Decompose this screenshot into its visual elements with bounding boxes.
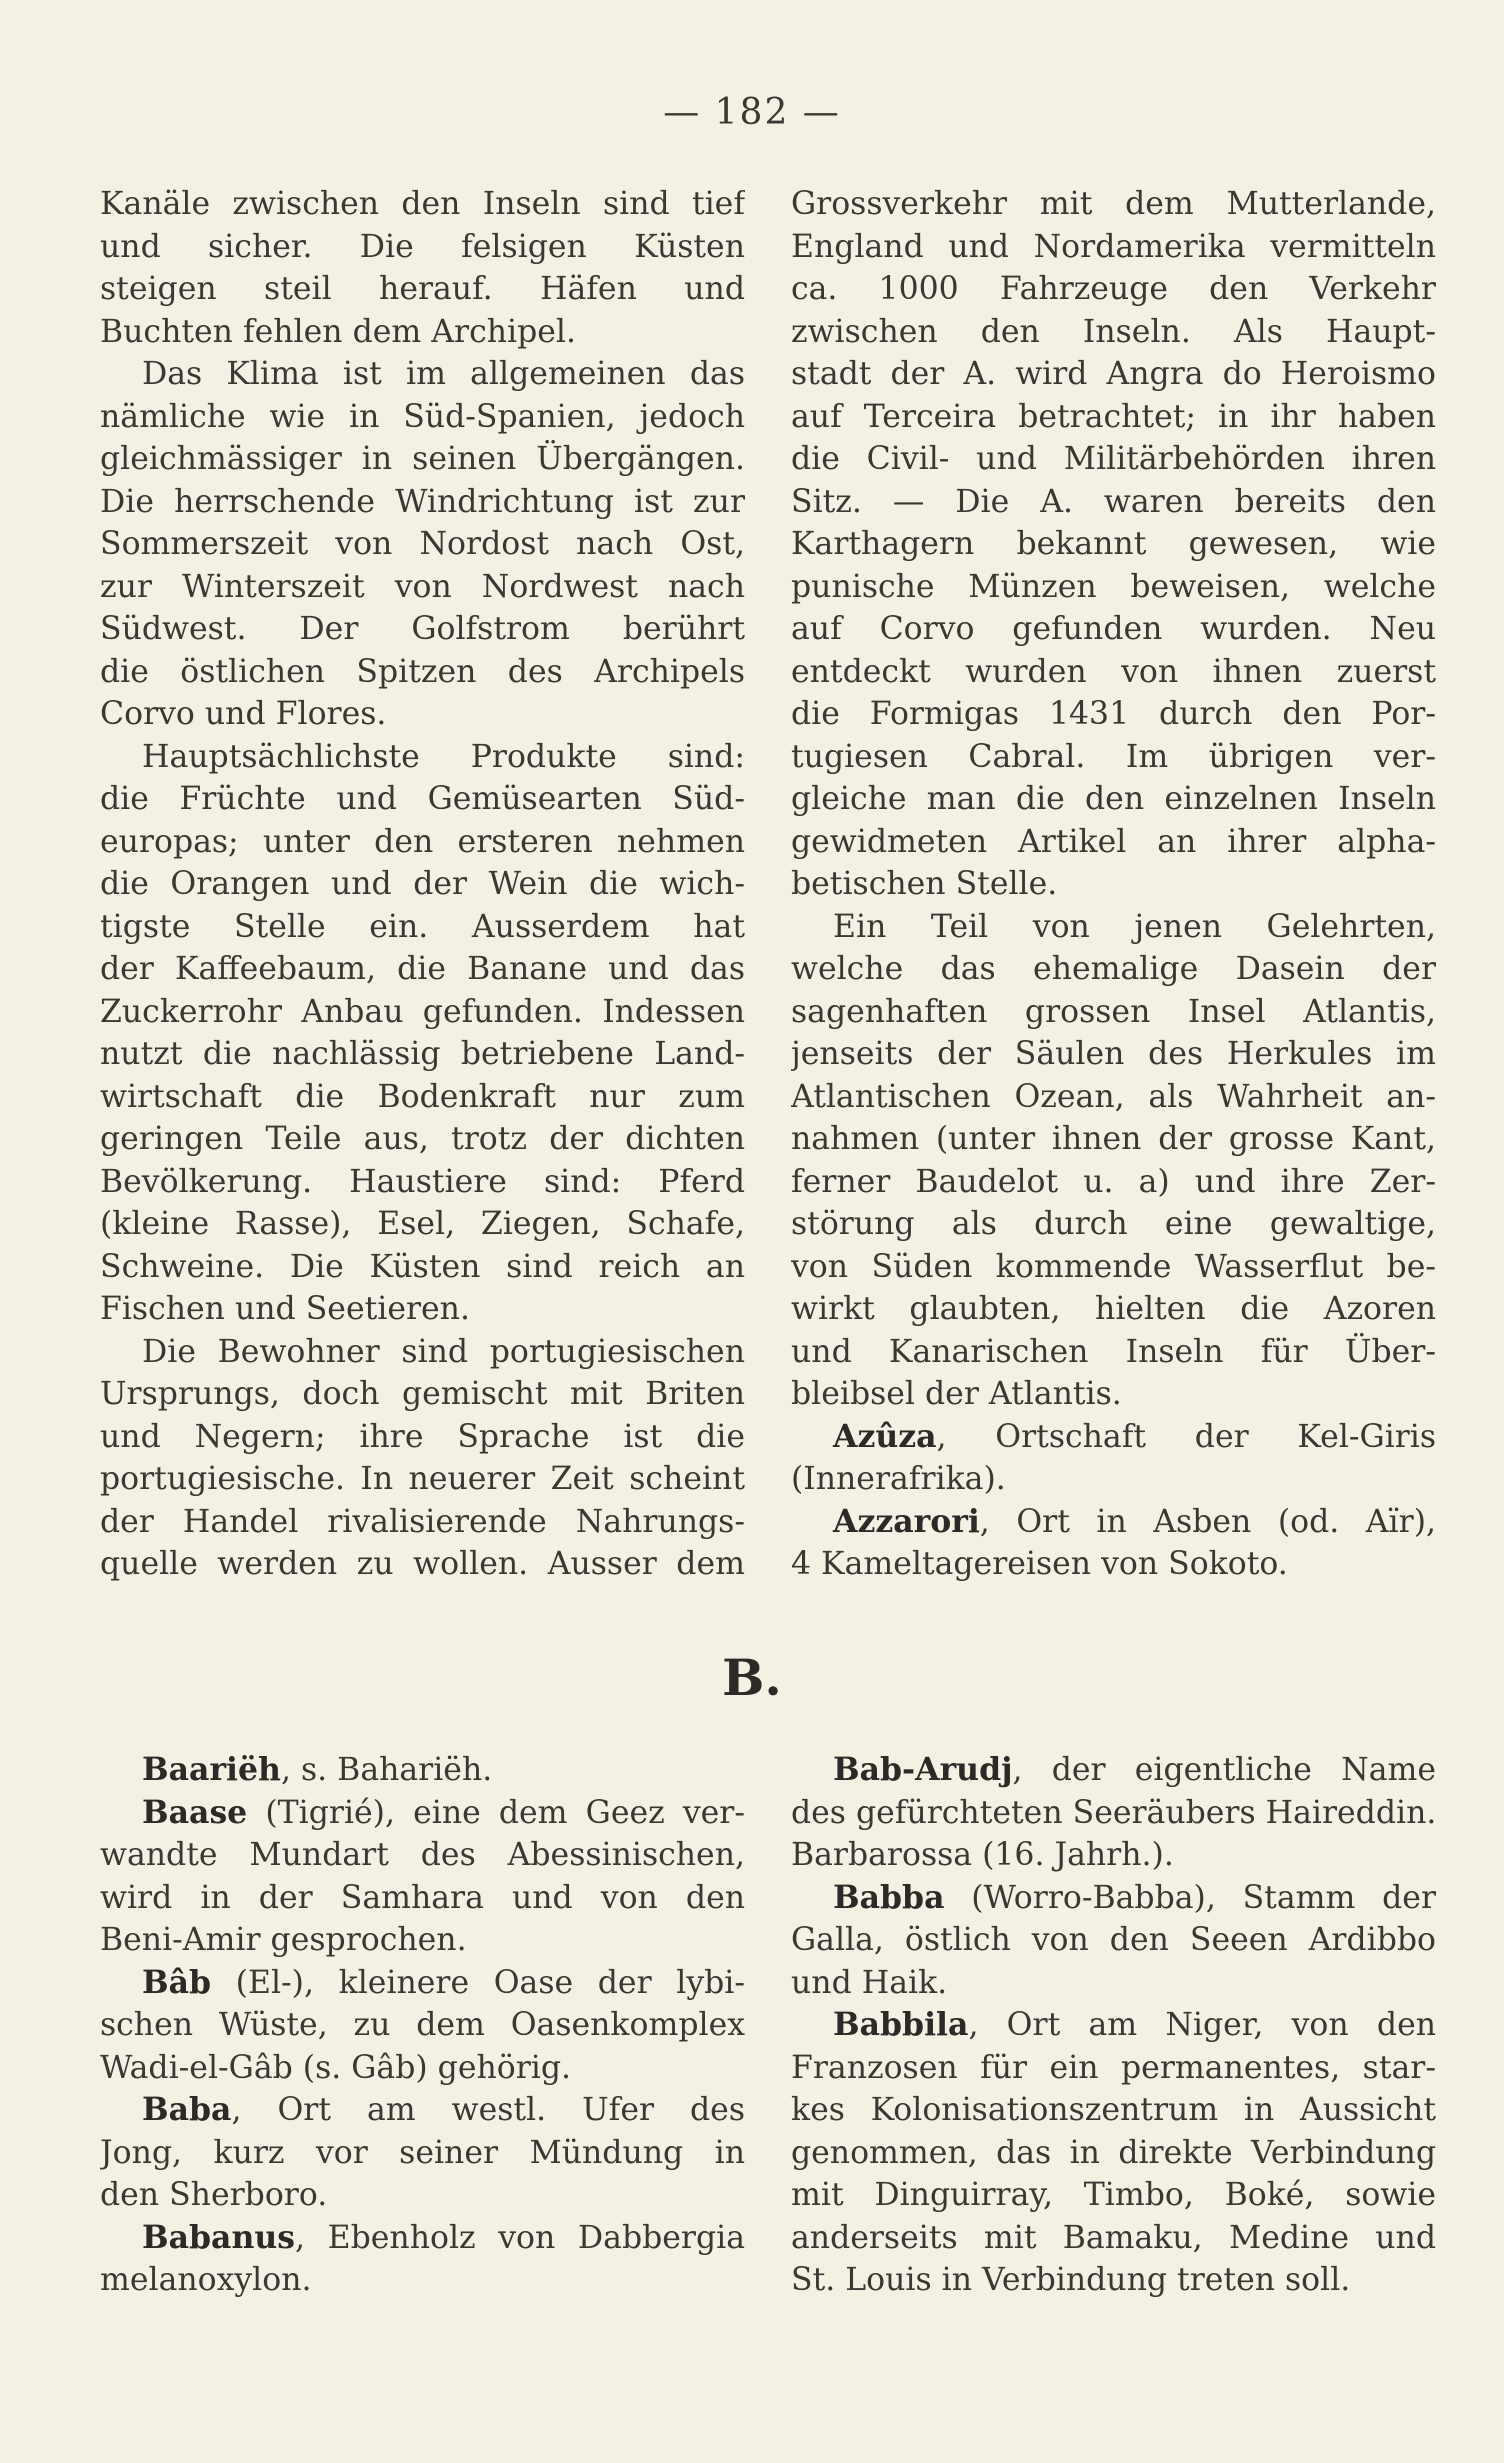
text-line: geringen Teile aus, trotz der dichten [100,1121,745,1157]
text-line: St. Louis in Verbindung treten soll. [791,2262,1351,2298]
text-line: punische Münzen beweisen, welche [791,568,1436,605]
text-line: nahmen (unter ihnen der grosse Kant, [791,1121,1436,1157]
text-line: störung als durch eine gewaltige, [791,1206,1436,1242]
text-line: Südwest. Der Golfstrom berührt [100,611,745,647]
text-line: auf Corvo gefunden wurden. Neu [791,611,1436,647]
text-line: Wadi-el-Gâb (s. Gâb) gehörig. [100,2049,572,2086]
text-line: Galla, östlich von den Seeen Ardibbo [791,1922,1436,1958]
entry-line: Bab-Arudj, der eigentliche Name [833,1751,1436,1788]
entry-headword: Babanus [142,2218,296,2256]
text-line: bleibsel der Atlantis. [791,1376,1122,1412]
text-line: wirtschaft die Bodenkraft nur zum [100,1078,745,1115]
text-line: Franzosen für ein permanentes, star- [791,2049,1436,2086]
text-line: Grossverkehr mit dem Mutterlande, [791,186,1436,222]
text-line: und Kanarischen Inseln für Über- [791,1333,1436,1370]
text-line: nutzt die nachlässig betriebene Land- [100,1036,745,1072]
text-line: gleiche man die den einzelnen Inseln [791,781,1436,817]
entry-line: Bâb (El-), kleinere Oase der lybi- [142,1963,745,2001]
text-line: welche das ehemalige Dasein der [791,951,1436,987]
text-line: Beni-Amir gesprochen. [100,1922,467,1958]
text-line: Barbarossa (16. Jahrh.). [791,1837,1174,1873]
text-line: mit Dinguirray, Timbo, Boké, sowie [791,2177,1436,2213]
entry-line: Babbila, Ort am Niger, von den [833,2006,1436,2043]
text-line: und Haik. [791,1964,948,2001]
text-line: genommen, das in direkte Verbindung [791,2134,1436,2171]
text-line: entdeckt wurden von ihnen zuerst [791,653,1436,690]
text-line: Bevölkerung. Haustiere sind: Pferd [100,1163,745,1200]
text-line: tigste Stelle ein. Ausserdem hat [100,908,745,945]
text-line: schen Wüste, zu dem Oasenkomplex [100,2007,745,2043]
entry-line: Babba (Worro-Babba), Stamm der [833,1878,1436,1916]
text-line: europas; unter den ersteren nehmen [100,823,745,860]
text-line: gleichmässiger in seinen Übergängen. [100,441,745,477]
text-line: die Orangen und der Wein die wich- [100,866,745,902]
text-line: und Negern; ihre Sprache ist die [100,1418,745,1455]
entry-line: Babanus, Ebenholz von Dabbergia [142,2218,745,2256]
text-line: wirkt glaubten, hielten die Azoren [791,1291,1436,1327]
text-line: England und Nordamerika vermitteln [791,228,1436,265]
entry-headword: Bâb [142,1963,212,2001]
text-line: die Formigas 1431 durch den Por- [791,696,1436,732]
entry-headword: Babbila [833,2006,969,2043]
text-line: melanoxylon. [100,2262,312,2298]
entry-line: Baase (Tigrié), eine dem Geez ver- [142,1793,745,1831]
text-line: Karthagern bekannt gewesen, wie [791,526,1436,562]
text-line: Ursprungs, doch gemischt mit Briten [100,1376,745,1412]
text-line: und sicher. Die felsigen Küsten [100,228,745,265]
column-right-bottom [791,1749,1436,2302]
text-line: kes Kolonisationszentrum in Aussicht [791,2092,1436,2128]
text-line: Jong, kurz vor seiner Mündung in [100,2134,745,2171]
entry-headword: Baariëh [142,1751,281,1788]
text-line: des gefürchteten Seeräubers Haireddin. [791,1794,1436,1831]
text-line: Das Klima ist im allgemeinen das [142,356,745,392]
text-line: Sitz. — Die A. waren bereits den [791,483,1436,520]
text-line: die östlichen Spitzen des Archipels [100,653,745,690]
text-line: den Sherboro. [100,2177,328,2213]
column-left-top [100,183,745,1586]
text-line: quelle werden zu wollen. Ausser dem [100,1546,745,1582]
entry-headword: Baba [142,2091,232,2128]
text-line: steigen steil herauf. Häfen und [100,271,745,307]
text-line: tugiesen Cabral. Im übrigen ver- [791,738,1436,775]
column-left-bottom [100,1749,745,2302]
text-line: Ein Teil von jenen Gelehrten, [833,908,1436,945]
entry-headword: Azzarori [833,1502,980,1540]
entry-headword: Bab-Arudj [833,1751,1013,1788]
page-number: — 182 — [663,92,841,133]
text-line: Corvo und Flores. [100,696,387,732]
text-line: portugiesische. In neuerer Zeit scheint [100,1461,745,1497]
text-line: Hauptsächlichste Produkte sind: [142,738,745,775]
text-line: zur Winterszeit von Nordwest nach [100,568,745,605]
entry-headword: Baase [142,1793,248,1831]
entry-headword: Azûza [833,1417,937,1455]
text-line: Kanäle zwischen den Inseln sind tief [100,186,745,222]
text-line: anderseits mit Bamaku, Medine und [791,2219,1436,2256]
text-line: Die herrschende Windrichtung ist zur [100,483,745,520]
text-line: Schweine. Die Küsten sind reich an [100,1248,745,1285]
text-line: auf Terceira betrachtet; in ihr haben [791,398,1436,435]
text-line: ca. 1000 Fahrzeuge den Verkehr [791,271,1436,307]
text-line: betischen Stelle. [791,866,1058,902]
section-heading: B. [722,1648,782,1707]
text-line: nämliche wie in Süd-Spanien, jedoch [100,398,745,435]
text-line: 4 Kameltagereisen von Sokoto. [791,1546,1288,1582]
entry-line: Azzarori, Ort in Asben (od. Aïr), [833,1502,1436,1540]
text-line: zwischen den Inseln. Als Haupt- [791,313,1436,350]
text-line: der Kaffeebaum, die Banane und das [100,951,745,987]
text-line: (Innerafrika). [791,1461,1006,1497]
text-line: Zuckerrohr Anbau gefunden. Indessen [100,993,745,1030]
entry-headword: Babba [833,1878,945,1916]
text-line: Sommerszeit von Nordost nach Ost, [100,526,745,562]
text-line: gewidmeten Artikel an ihrer alpha- [791,823,1436,860]
text-line: von Süden kommende Wasserflut be- [791,1248,1436,1285]
text-line: wandte Mundart des Abessinischen, [100,1837,745,1873]
entry-line: Azûza, Ortschaft der Kel-Giris [833,1417,1436,1455]
text-line: Atlantischen Ozean, als Wahrheit an- [791,1078,1436,1115]
text-line: wird in der Samhara und von den [100,1879,745,1916]
entry-line: Baariëh, s. Bahariëh. [142,1751,493,1788]
text-line: stadt der A. wird Angra do Heroismo [791,356,1436,392]
text-line: Fischen und Seetieren. [100,1291,470,1327]
text-line: Die Bewohner sind portugiesischen [142,1333,745,1370]
text-line: ferner Baudelot u. a) und ihre Zer- [791,1163,1436,1200]
text-line: Buchten fehlen dem Archipel. [100,313,576,350]
text-line: die Civil- und Militärbehörden ihren [791,441,1436,477]
text-line: sagenhaften grossen Insel Atlantis, [791,993,1436,1030]
text-line: die Früchte und Gemüsearten Süd- [100,781,745,817]
text-line: jenseits der Säulen des Herkules im [791,1036,1436,1072]
column-right-top [791,183,1436,1586]
entry-line: Baba, Ort am westl. Ufer des [142,2091,745,2128]
text-line: der Handel rivalisierende Nahrungs- [100,1503,745,1540]
text-line: (kleine Rasse), Esel, Ziegen, Schafe, [100,1206,745,1242]
